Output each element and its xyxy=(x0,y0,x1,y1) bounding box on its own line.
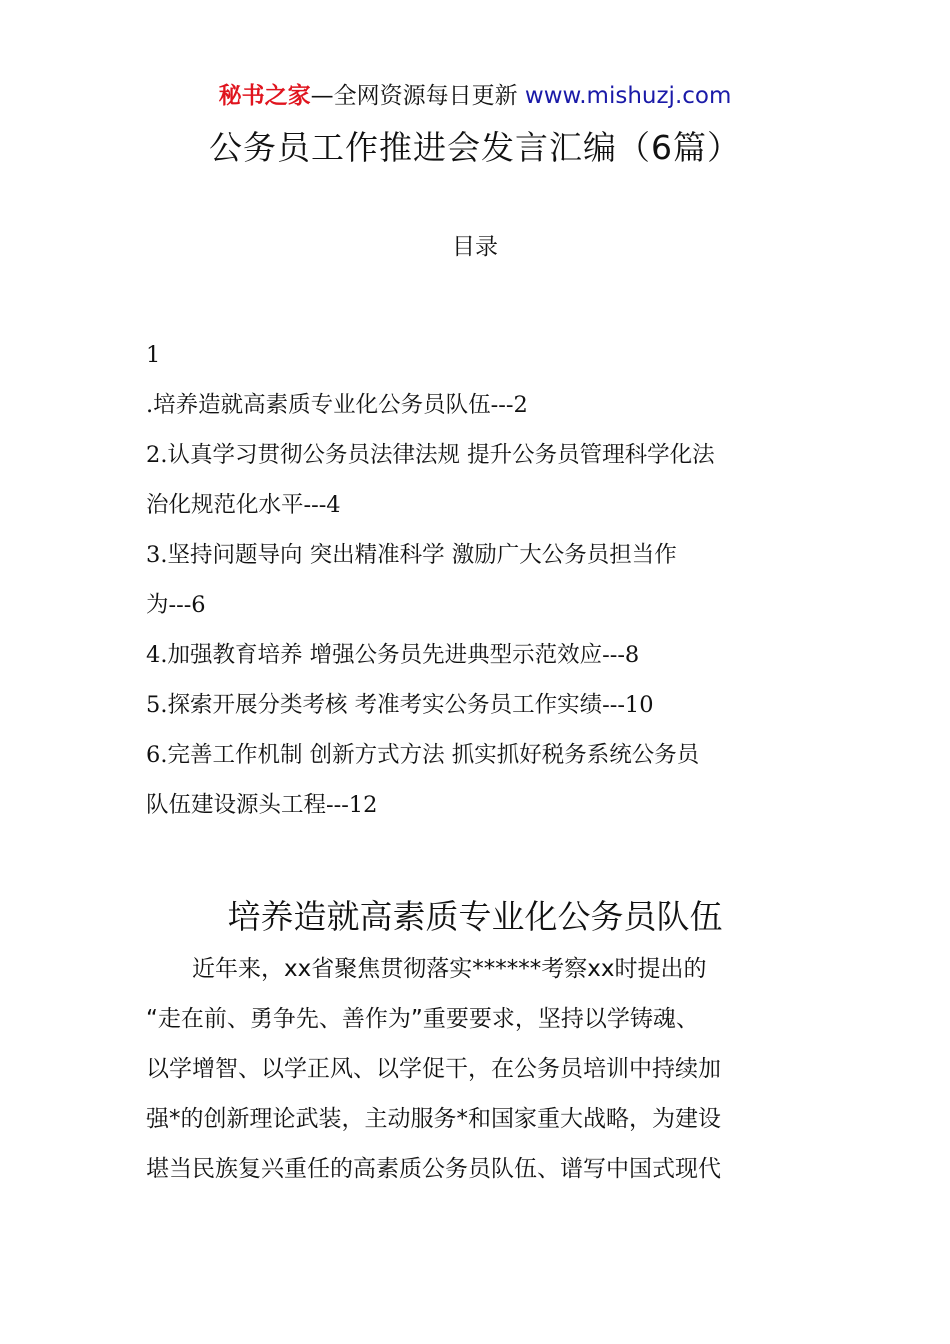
body-line: 强*的创新理论武装，主动服务*和国家重大战略，为建设 xyxy=(146,1106,721,1132)
body-line: 堪当民族复兴重任的高素质公务员队伍、谱写中国式现代 xyxy=(146,1156,721,1182)
toc-line: .培养造就高素质专业化公务员队伍---2 xyxy=(146,392,528,418)
toc-heading: 目录 xyxy=(452,234,498,260)
article-title: 培养造就高素质专业化公务员队伍 xyxy=(227,897,723,936)
toc-line: 5.探索开展分类考核 考准考实公务员工作实绩---10 xyxy=(146,692,654,718)
toc-line: 1 xyxy=(146,342,161,368)
site-url-link[interactable]: www.mishuzj.com xyxy=(524,83,732,109)
site-tagline: —全网资源每日更新 xyxy=(310,83,525,109)
brand-name: 秘书之家 xyxy=(218,83,311,109)
toc-line: 3.坚持问题导向 突出精准科学 激励广大公务员担当作 xyxy=(146,542,677,568)
table-of-contents xyxy=(146,330,826,830)
toc-line: 队伍建设源头工程---12 xyxy=(146,792,378,818)
toc-line: 治化规范化水平---4 xyxy=(146,492,341,518)
toc-line: 2.认真学习贯彻公务员法律法规 提升公务员管理科学化法 xyxy=(146,442,715,468)
site-header xyxy=(0,80,950,112)
toc-line: 为---6 xyxy=(146,592,206,618)
body-line: “走在前、勇争先、善作为”重要要求，坚持以学铸魂、 xyxy=(146,1006,699,1032)
toc-line: 6.完善工作机制 创新方式方法 抓实抓好税务系统公务员 xyxy=(146,742,700,768)
document-title: 公务员工作推进会发言汇编（6篇） xyxy=(209,128,741,167)
article-body xyxy=(146,944,826,1194)
body-line: 近年来，xx省聚焦贯彻落实******考察xx时提出的 xyxy=(146,956,707,982)
body-line: 以学增智、以学正风、以学促干，在公务员培训中持续加 xyxy=(146,1056,721,1082)
toc-line: 4.加强教育培养 增强公务员先进典型示范效应---8 xyxy=(146,642,640,668)
